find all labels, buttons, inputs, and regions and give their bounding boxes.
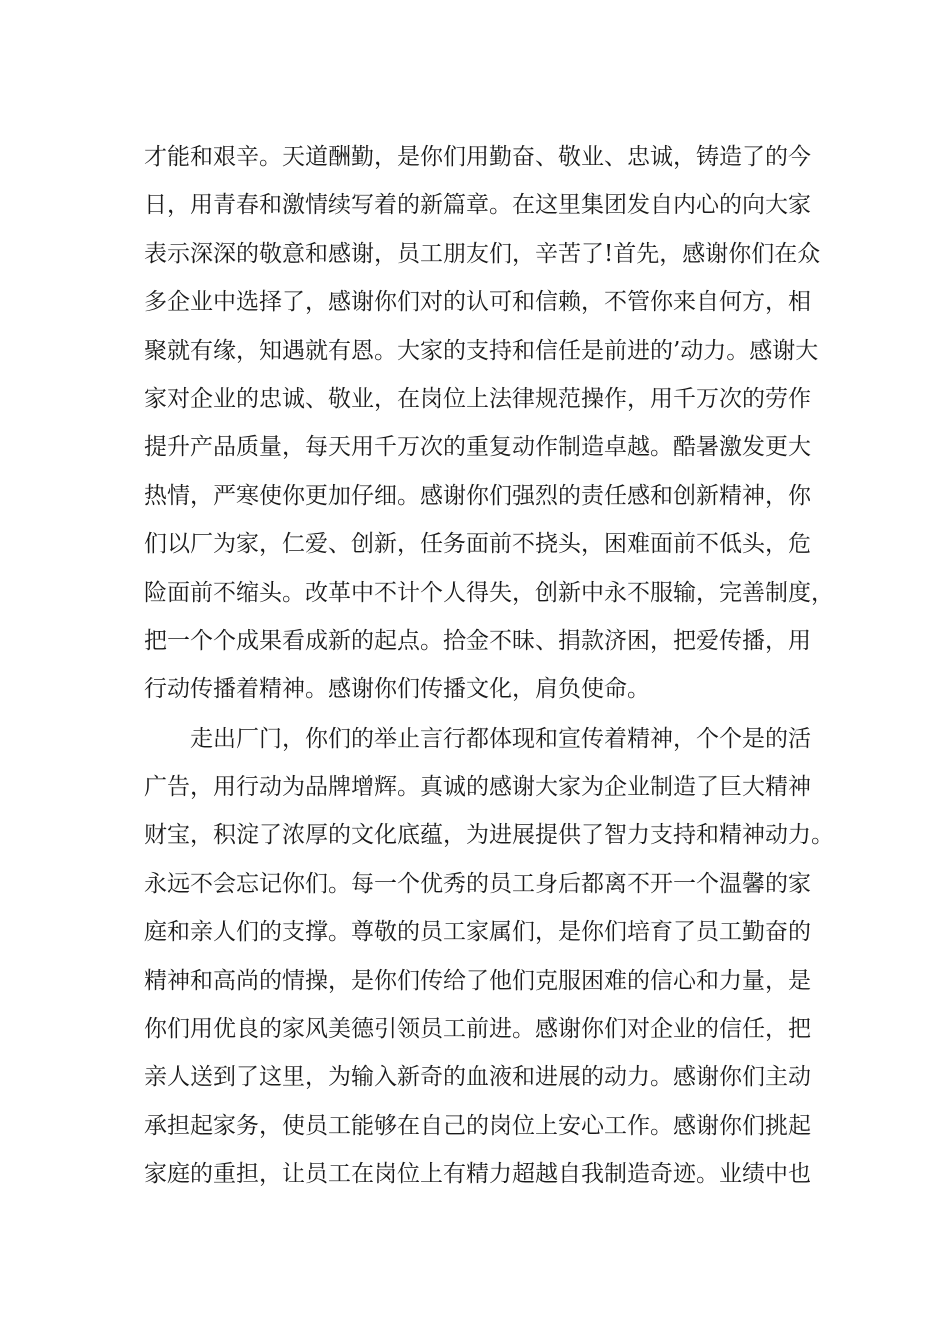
text-line: 广告，用行动为品牌增辉。真诚的感谢大家为企业制造了巨大精神: [144, 774, 811, 801]
text-line: 才能和艰辛。天道酬勤，是你们用勤奋、敬业、忠诚，铸造了的今: [144, 144, 811, 170]
text-line: 庭和亲人们的支撑。尊敬的员工家属们，是你们培育了员工勤奋的: [144, 919, 811, 946]
text-line: 你们用优良的家风美德引领员工前进。感谢你们对企业的信任，把: [144, 1016, 811, 1043]
text-line: 亲人送到了这里，为输入新奇的血液和进展的动力。感谢你们主动: [144, 1064, 811, 1091]
text-line: 精神和高尚的情操，是你们传给了他们克服困难的信心和力量，是: [144, 967, 811, 994]
text-line: 财宝，积淀了浓厚的文化底蕴，为进展提供了智力支持和精神动力。: [144, 822, 834, 849]
text-line: 险面前不缩头。改革中不计个人得失，创新中永不服输，完善制度，: [144, 579, 834, 606]
text-line: 把一个个成果看成新的起点。拾金不昧、捐款济困，把爱传播，用: [144, 627, 811, 654]
text-line: 家庭的重担，让员工在岗位上有精力超越自我制造奇迹。业绩中也: [144, 1161, 811, 1188]
text-line: 日，用青春和激情续写着的新篇章。在这里集团发自内心的向大家: [144, 192, 811, 219]
text-line-indented: 走出厂门，你们的举止言行都体现和宣传着精神，个个是的活: [190, 725, 811, 752]
text-line: 承担起家务，使员工能够在自己的岗位上安心工作。感谢你们挑起: [144, 1112, 811, 1139]
text-line: 们以厂为家，仁爱、创新，任务面前不挠头，困难面前不低头，危: [144, 531, 811, 558]
text-line: 聚就有缘，知遇就有恩。大家的支持和信任是前进的’动力。感谢大: [144, 337, 819, 364]
text-line: 热情，严寒使你更加仔细。感谢你们强烈的责任感和创新精神，你: [144, 482, 811, 509]
body-text: [144, 133, 834, 1199]
paragraph-1: [144, 133, 834, 714]
text-line: 多企业中选择了，感谢你们对的认可和信赖，不管你来自何方，相: [144, 289, 811, 316]
paragraph-2: [144, 715, 834, 1199]
text-line: 表示深深的敬意和感谢，员工朋友们，辛苦了!首先，感谢你们在众: [144, 240, 821, 267]
text-line: 永远不会忘记你们。每一个优秀的员工身后都离不开一个温馨的家: [144, 870, 811, 897]
text-line: 提升产品质量，每天用千万次的重复动作制造卓越。酷暑激发更大: [144, 434, 811, 461]
text-line: 行动传播着精神。感谢你们传播文化，肩负使命。: [144, 676, 650, 703]
text-line: 家对企业的忠诚、敬业，在岗位上法律规范操作，用千万次的劳作: [144, 385, 811, 412]
